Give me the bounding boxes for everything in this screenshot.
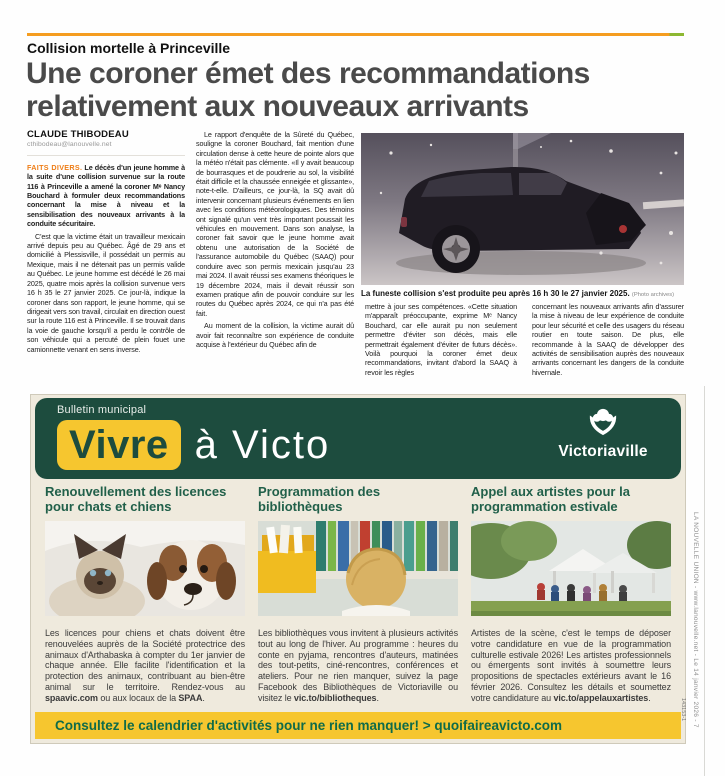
dog-cat-illustration <box>45 521 245 616</box>
lead-paragraph <box>27 163 185 229</box>
article-paragraph: C'est que la victime était un travailleur mexicain arrivé depuis peu au Québec. Âgé de 29 ans et domicilié à Plessisville, il possédait un permis au Mexique, mais il ne détenait pas un permis valide au Québec. Le jeune homme est décédé le 26 mai 2025, quatre mois après la collision survenue vers 16 h 35 le 27 janvier 2025. Ce jour-là, indique la coroner dans son rapport, le jeune homme, qui se dirigeait vers son travail, circulait en direction ouest sur la route 116 est à Princeville. Il se trouvait dans la voie de gauche lorsqu'il a perdu le contrôle de son véhicule qui a percuté de plein fouet une camionnette venant en sens inverse. <box>27 231 185 354</box>
ad-body-text: . <box>202 692 205 703</box>
photo-credit: (Photo archives) <box>631 292 675 298</box>
ad-body-text: . <box>648 692 651 703</box>
ad-body-text: . <box>376 692 379 703</box>
ad-column-body <box>258 628 458 704</box>
ad-brand-name: Victoriaville <box>558 443 648 460</box>
ad-body-text: Les bibliothèques vous invitent à plusieurs activités tout au long de l'hiver. Au programme : heures du conte en pyjama, rencontres d'auteurs, matinées des tout-petits, ciné-rencontres, conférences et ateliers. Pour ne rien manquer, suivez la page Facebook des Bibliothèques de Victoriaville ou visitez le <box>258 628 458 703</box>
ad-column-body <box>471 628 671 704</box>
article-paragraph: mettre à jour ses compétences. «Cette situation m'apparaît préoccupante, exprime Mᵉ Nancy Bouchard, car elle aurait pu non seulement permettre d'éviter son décès, mais elle permettrait également d'éviter de futurs décès». Voilà pourquoi la coroner émet deux recommandations, invitant d'abord la SAAQ à revoir les règles <box>365 302 517 377</box>
lead-text: Le décès d'un jeune homme à la suite d'une collision survenue sur la route 116 à Princeville a amené la coroner Mᵉ Nancy Bouchard à formuler deux recommandations concernant la mise à niveau et la sensibilisation des nouveaux arrivants à la conduite sécuritaire. <box>27 162 185 229</box>
article-paragraph: Au moment de la collision, la victime aurait dû avoir fait reconnaître son expérience de conduite acquise à l'extérieur du Québec afin de <box>196 321 354 349</box>
ad-url-text: vic.to/bibliotheques <box>293 692 377 703</box>
ad-body-text: Artistes de la scène, c'est le temps de déposer votre candidature en vue de la programmation culturelle estivale 2026! Les artistes professionnels ou émergents sont invités à soumettre leurs propositions de spectacles extérieurs avant le 16 février 2026. Consultez les détails et soumettez votre candidature au <box>471 628 671 703</box>
ad-url-text: vic.to/appelauxartistes <box>553 692 649 703</box>
festival-photo <box>471 521 671 616</box>
article-body <box>27 130 684 394</box>
ad-column-libraries <box>258 485 458 704</box>
photo-caption <box>361 289 684 300</box>
ad-title-highlight: Vivre <box>57 420 181 470</box>
ad-url-text: spaavic.com <box>45 692 98 703</box>
article-headline: Une coroner émet des recommandations relativement aux nouveaux arrivants <box>26 57 590 123</box>
festival-illustration <box>471 521 671 616</box>
library-photo <box>258 521 458 616</box>
crash-photo-illustration <box>361 133 684 285</box>
article-paragraph: concernant les nouveaux arrivants afin d'assurer la mise à niveau de leur expérience de conduite pour leur sécurité et celle des usagers du réseau routier en toute saison. De plus, elle recommande à la SAAQ de développer des activités de sensibilisation auprès des nouveaux arrivants concernant les dangers de la conduite hivernale. <box>532 302 684 377</box>
ad-title <box>57 420 330 470</box>
article-column-4 <box>532 302 684 394</box>
photo-caption-text: La funeste collision s'est produite peu après 16 h 30 le 27 janvier 2025. <box>361 289 632 298</box>
page-edge-line <box>704 386 705 776</box>
ad-title-rest: à Victo <box>194 423 331 467</box>
lead-rubric: FAITS DIVERS. <box>27 162 83 172</box>
victoriaville-logo <box>541 407 665 461</box>
ad-column-body <box>45 628 245 704</box>
ad-header <box>35 398 681 479</box>
byline-email: cthibodeau@lanouvelle.net <box>27 141 112 149</box>
ad-footer-banner: Consultez le calendrier d'activités pour ne rien manquer! > quoifaireavicto.com <box>35 712 681 739</box>
municipal-bulletin-ad <box>30 394 686 744</box>
byline-author: CLAUDE THIBODEAU <box>27 130 129 140</box>
ad-reference-code: 143153-1 <box>680 698 686 722</box>
ad-tagline: Bulletin municipal <box>57 404 147 416</box>
article-column-2 <box>196 130 354 394</box>
article-kicker: Collision mortelle à Princeville <box>27 40 231 56</box>
ad-column-heading: Appel aux artistes pour la programmation estivale <box>471 484 630 514</box>
page-edge-text: LA NOUVELLE UNION - www.lanouvelle.net - Le 14 janvier 2026 - 7 <box>692 512 699 728</box>
library-illustration <box>258 521 458 616</box>
victoriaville-logo-icon <box>584 407 622 437</box>
ad-column-heading: Programmation des bibliothèques <box>258 484 381 514</box>
dog-cat-photo <box>45 521 245 616</box>
ad-body-text: Les licences pour chiens et chats doivent être renouvelées auprès de la Société protectrice des animaux d'Arthabaska à compter du 1er janvier de chaque année. Elle facilite l'identification et la protection des animaux, contribuant au bien-être animal sur le territoire. Rendez-vous au <box>45 628 245 692</box>
top-accent-rule <box>27 33 684 36</box>
article-paragraph: Le rapport d'enquête de la Sûreté du Québec, souligne la coroner Bouchard, fait mention d'une circulation dense à cette heure de pointe alors que la météo n'était pas clémente. «Il y avait beaucoup de bourrasques et de poudrerie au sol, la visibilité était difficile et la chaussée enneigée et glissante», note-t-elle. D'ailleurs, ce jour-là, la SQ avait dû intervenir concernant plusieurs événements en lien avec les conditions météorologiques. Des témoins ont signalé qu'un vent très important poussait les véhicules en mouvement. Dans son analyse, la coroner fait savoir que le jeune homme avait obtenu une autorisation de la Société de l'assurance automobile du Québec (SAAQ) pour conduire avec son permis mexicain jusqu'au 23 mai 2024. Il avait réussi ses examens théoriques le 19 décembre 2024, mais il devait réussir son examen pratique afin de pouvoir conduire sur les routes du Québec après 2024, ce qui n'a pas été fait. <box>196 130 354 318</box>
ad-column-pets <box>45 485 245 704</box>
crash-photo <box>361 133 684 285</box>
ad-bold-text: SPAA <box>178 692 203 703</box>
article-column-1 <box>27 130 185 394</box>
article-column-3 <box>365 302 517 394</box>
byline <box>27 130 185 156</box>
ad-body-text: ou aux locaux de la <box>97 692 179 703</box>
ad-column-artists <box>471 485 671 704</box>
ad-column-heading: Renouvellement des licences pour chats et chiens <box>45 484 227 514</box>
